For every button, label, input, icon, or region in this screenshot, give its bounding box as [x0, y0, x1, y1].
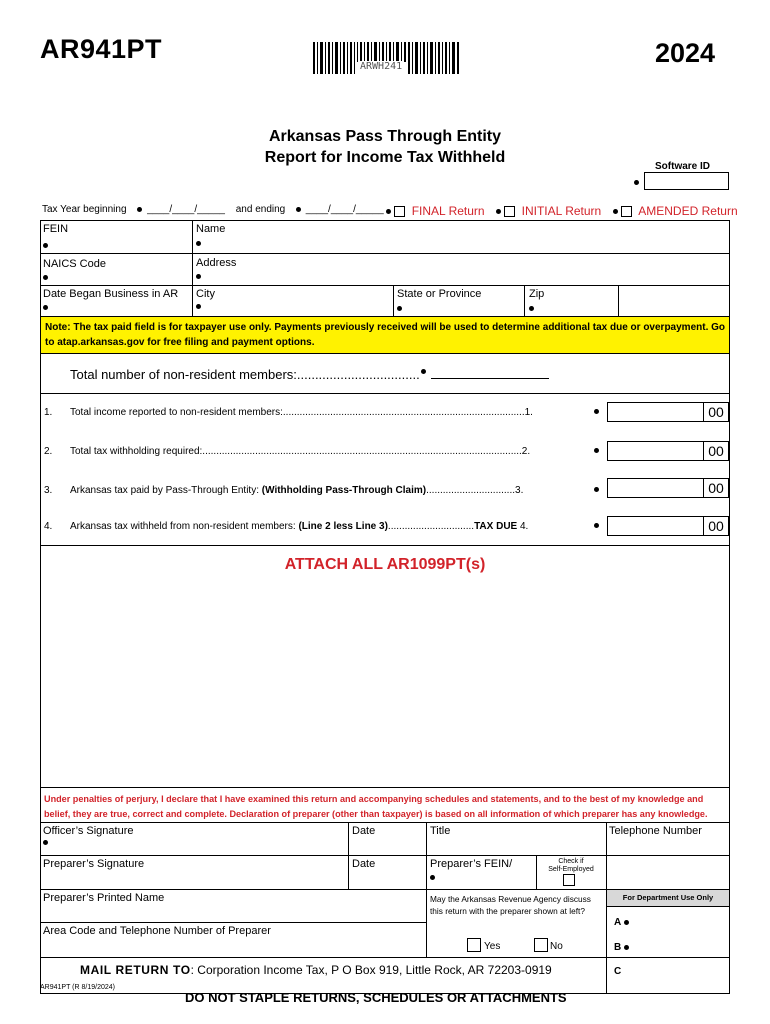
line-3	[44, 485, 524, 496]
perjury-statement: Under penalties of perjury, I declare that I have examined this return and accompanying schedules and statements, and to the best of my knowledge and belief, they are true, correct and complete. Declaration of preparer (other than taxpayer) is based on all information of which preparer has any knowledge.	[44, 794, 708, 819]
bullet	[624, 920, 629, 925]
preparer-fein-bullet	[430, 875, 435, 880]
officer-signature-bullet	[43, 840, 48, 845]
line-text-tail2: 4.	[517, 521, 529, 532]
initial-return-checkbox[interactable]	[504, 206, 515, 217]
discuss-yes-checkbox[interactable]	[467, 938, 481, 952]
discuss-question: May the Arkansas Revenue Agency discuss this return with the preparer shown at left?	[430, 894, 591, 916]
form-number: AR941PT	[40, 34, 163, 64]
self-employed-checkbox[interactable]	[563, 874, 575, 886]
initial-return-label: INITIAL Return	[521, 204, 602, 218]
tax-year-beginning-label: Tax Year beginning	[42, 204, 127, 215]
naics-bullet	[43, 275, 48, 280]
printed-name-label: Preparer’s Printed Name	[43, 892, 165, 904]
discuss-no-label: No	[550, 941, 563, 952]
date-began-label: Date Began Business in AR	[43, 288, 179, 300]
city-bullet	[196, 304, 201, 309]
zip-field[interactable]	[536, 300, 616, 315]
members-label: Total number of non-resident members:..................................	[70, 367, 420, 382]
line-1-bullet	[594, 409, 599, 414]
line-text-plain: Arkansas tax withheld from non-resident members:	[70, 521, 299, 532]
bullet	[624, 945, 629, 950]
date-began-bullet	[43, 305, 48, 310]
line-3-bullet	[594, 487, 599, 492]
date-label: Date	[352, 858, 376, 870]
zip-bullet	[529, 306, 534, 311]
area-code-field[interactable]	[43, 938, 423, 955]
discuss-yes-label: Yes	[484, 941, 501, 952]
ending-label: and ending	[235, 204, 286, 215]
line-text: Total income reported to non-resident members:.......................................................................................1.	[70, 407, 533, 418]
line-2-amount-field[interactable]	[607, 441, 729, 461]
line-2-bullet	[594, 448, 599, 453]
zip-extension-field[interactable]	[622, 290, 726, 314]
cents-field: 00	[703, 516, 728, 536]
cents-field: 00	[703, 402, 728, 422]
preparer-fein-field[interactable]	[440, 871, 532, 887]
note-text	[45, 320, 725, 350]
software-id-label: Software ID	[655, 161, 711, 172]
amended-return-checkbox[interactable]	[621, 206, 632, 217]
final-return-label: FINAL Return	[411, 204, 485, 218]
self-employed-label: Self-Employed	[548, 866, 594, 873]
tax-year-row	[42, 204, 384, 215]
line-4-amount-field[interactable]	[607, 516, 729, 536]
dept-a	[614, 917, 629, 928]
address-bullet	[196, 274, 201, 279]
line-text-tail: ................................3.	[426, 485, 524, 496]
fein-label: FEIN	[43, 223, 69, 235]
title-field[interactable]	[430, 838, 602, 853]
line-4-bullet	[594, 523, 599, 528]
line-1-amount-field[interactable]	[607, 402, 729, 422]
preparer-signature-label: Preparer’s Signature	[43, 858, 145, 870]
name-label: Name	[196, 223, 226, 235]
line-number: 4.	[44, 521, 53, 532]
form-year: 2024	[655, 38, 716, 68]
state-label: State or Province	[397, 288, 482, 300]
naics-label: NAICS Code	[43, 258, 106, 270]
software-id-bullet	[634, 180, 639, 185]
attachment-area[interactable]	[42, 580, 728, 785]
line-2	[44, 446, 531, 457]
printed-name-field[interactable]	[43, 905, 423, 920]
cents-field: 00	[703, 441, 728, 461]
software-id-field[interactable]	[644, 172, 729, 190]
members-bullet	[421, 369, 426, 374]
bullet	[386, 209, 391, 214]
line-4	[44, 521, 529, 532]
bullet	[137, 207, 142, 212]
state-bullet	[397, 306, 402, 311]
cents-field: 00	[703, 478, 728, 498]
line-3-amount-field[interactable]	[607, 478, 729, 498]
dept-use-header: For Department Use Only	[607, 890, 729, 906]
mail-address: : Corporation Income Tax, P O Box 919, Little Rock, AR 72203-0919	[190, 963, 552, 977]
dept-c: C	[614, 966, 622, 977]
tax-due-label: TAX DUE	[474, 521, 518, 532]
revision-date: AR941PT (R 8/19/2024)	[40, 984, 115, 991]
bullet	[496, 209, 501, 214]
fein-field[interactable]	[50, 236, 188, 252]
zip-label: Zip	[529, 288, 545, 300]
name-field[interactable]	[205, 236, 725, 252]
officer-date-field[interactable]	[352, 838, 422, 853]
area-code-label: Area Code and Telephone Number of Preparer	[43, 925, 271, 937]
address-label: Address	[196, 257, 237, 269]
line-text-tail: ...............................	[387, 521, 475, 532]
beginning-date-blank[interactable]: ____/____/_____	[147, 204, 225, 215]
line-text-plain: Arkansas tax paid by Pass-Through Entity:	[70, 485, 262, 496]
fein-bullet	[43, 243, 48, 248]
line-text: Total tax withholding required:...................................................................................................................2.	[70, 446, 531, 457]
preparer-signature-field[interactable]	[43, 871, 343, 887]
officer-signature-label: Officer’s Signature	[43, 825, 134, 837]
amended-return-label: AMENDED Return	[638, 204, 738, 218]
state-field[interactable]	[405, 300, 521, 315]
note-prefix: Note:	[45, 322, 71, 333]
dept-b	[614, 942, 629, 953]
address-field[interactable]	[205, 269, 725, 284]
return-type-row	[386, 204, 738, 218]
preparer-fein-label: Preparer’s FEIN/	[430, 858, 513, 870]
telephone-label: Telephone Number	[609, 825, 702, 837]
final-return-checkbox[interactable]	[394, 206, 405, 217]
mail-instructions	[80, 963, 552, 977]
line-1	[44, 407, 533, 418]
members-field[interactable]	[431, 362, 549, 379]
no-staple-notice: DO NOT STAPLE RETURNS, SCHEDULES OR ATTACHMENTS	[185, 990, 567, 1005]
naics-field[interactable]	[50, 270, 188, 284]
form-title-line2: Report for Income Tax Withheld	[264, 149, 506, 166]
attach-notice: ATTACH ALL AR1099PT(s)	[284, 556, 486, 573]
note-body: The tax paid field is for taxpayer use only. Payments previously received will be used to determine additional tax due or overpayment. Go to atap.arkansas.gov for free filing and payment options.	[45, 322, 726, 348]
form-title-line1: Arkansas Pass Through Entity	[268, 128, 502, 145]
preparer-date-field[interactable]	[352, 871, 422, 887]
officer-signature-field[interactable]	[52, 836, 344, 853]
barcode-text: ARWH241	[360, 61, 403, 72]
line-number: 3.	[44, 485, 53, 496]
bullet	[613, 209, 618, 214]
line-text-bold: (Line 2 less Line 3)	[298, 521, 388, 532]
mail-label: MAIL RETURN TO	[80, 963, 191, 977]
line-text-bold: (Withholding Pass-Through Claim)	[261, 485, 427, 496]
line-text	[70, 521, 528, 532]
bullet	[296, 207, 301, 212]
dept-a-label: A	[614, 917, 621, 928]
date-label: Date	[352, 825, 376, 837]
title-label: Title	[430, 825, 451, 837]
check-if-label: Check if	[558, 858, 584, 865]
ending-date-blank[interactable]: ____/____/_____	[305, 204, 384, 215]
line-text	[70, 485, 523, 496]
name-bullet	[196, 241, 201, 246]
telephone-field[interactable]	[609, 838, 727, 853]
line-number: 2.	[44, 446, 53, 457]
dept-b-label: B	[614, 942, 622, 953]
date-began-field[interactable]	[50, 300, 188, 315]
city-label: City	[196, 288, 215, 300]
line-number: 1.	[44, 407, 53, 418]
city-field[interactable]	[205, 300, 390, 315]
discuss-no-checkbox[interactable]	[534, 938, 548, 952]
